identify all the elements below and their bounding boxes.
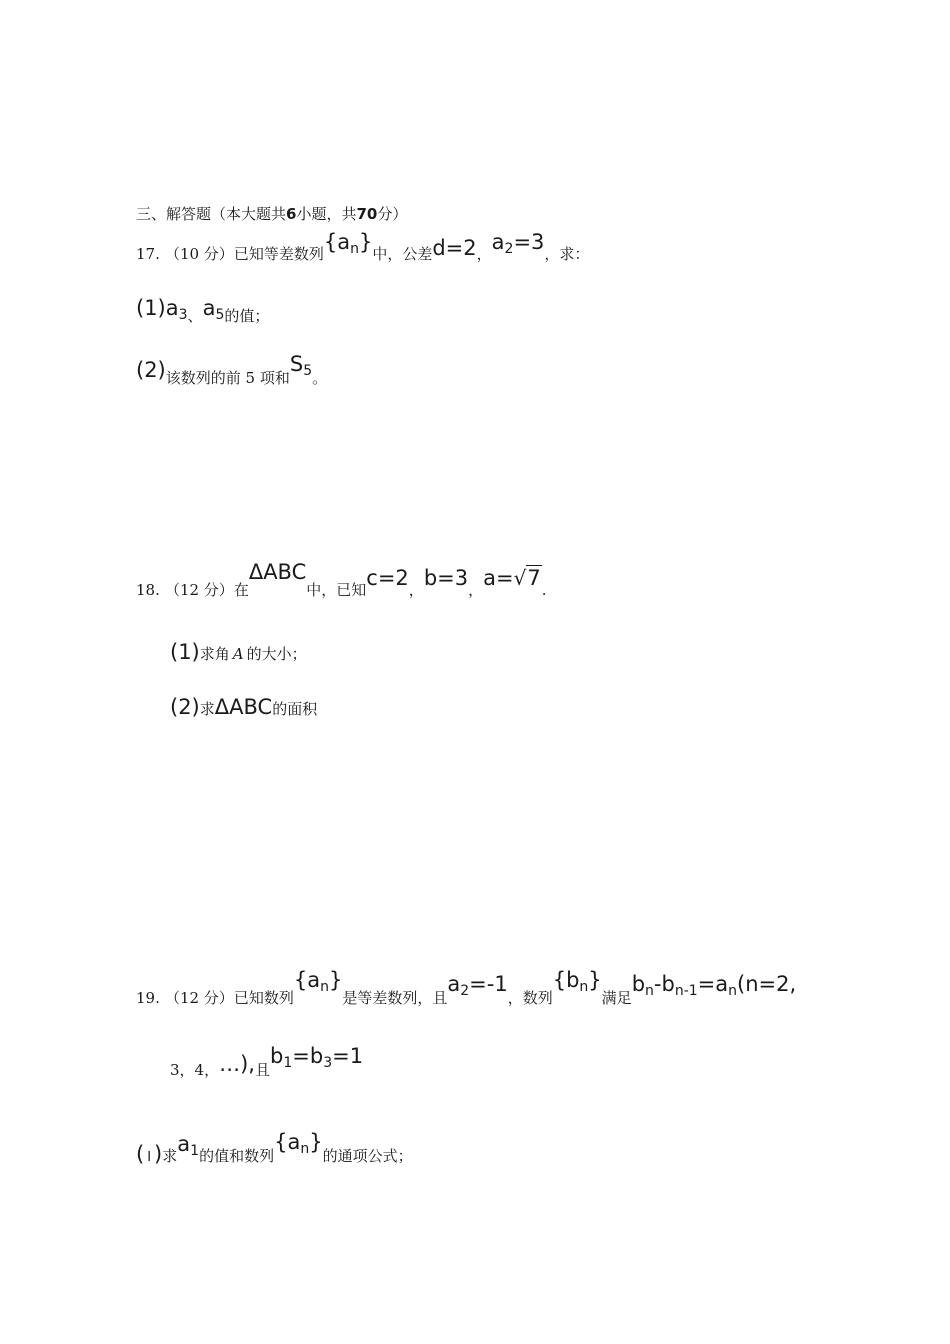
- triangle-abc: ΔABC: [248, 560, 307, 584]
- question-18-stem: 18. （12 分）在ΔABC中，已知c=2，b=3，a=√7.: [136, 560, 547, 599]
- sequence-an: {an}: [323, 230, 373, 257]
- section-title: 三、解答题（本大题共6小题，共70分）: [136, 205, 408, 223]
- question-17-part-1: (1)a3、a5的值；: [136, 296, 270, 325]
- side-b: b=3: [423, 566, 469, 590]
- sqrt-symbol: √7: [513, 566, 541, 590]
- question-score: （10 分）: [164, 245, 234, 263]
- side-a: a=√7: [483, 566, 541, 590]
- question-number: 18.: [136, 581, 160, 599]
- question-17-stem: 17. （10 分）已知等差数列{an}中，公差d=2，a2=3，求：: [136, 230, 590, 263]
- total-points: 70: [356, 205, 378, 223]
- part-label: (1): [136, 296, 166, 320]
- sequence-an: {an}: [293, 968, 343, 995]
- question-number: 17.: [136, 245, 160, 263]
- question-19-stem-line-2: 3，4，…),且b1=b3=1: [170, 1044, 364, 1079]
- common-difference: d=2: [432, 236, 477, 260]
- question-19-stem: 19. （12 分）已知数列{an}是等差数列，且a2=-1，数列{bn}满足bn-bn-1=an(n=2,: [136, 968, 797, 1007]
- recurrence-relation: bn-bn-1=an(n=2,: [631, 972, 797, 999]
- part-label: (2): [170, 695, 200, 719]
- part-label: ( I ): [136, 1142, 163, 1166]
- question-18-part-1: (1)求角 A 的大小；: [170, 640, 307, 664]
- part-label: (1): [170, 640, 200, 664]
- sequence-bn: {bn}: [552, 968, 602, 995]
- a2-condition: a2=-1: [447, 972, 508, 999]
- question-score: （12 分）: [164, 581, 234, 599]
- a2-condition: a2=3: [491, 230, 545, 257]
- question-count: 6: [286, 205, 297, 223]
- side-c: c=2: [366, 566, 409, 590]
- question-17-part-2: (2)该数列的前 5 项和S5。: [136, 352, 328, 387]
- question-18-part-2: (2)求ΔABC的面积: [170, 695, 318, 719]
- part-label: (2): [136, 358, 166, 382]
- sequence-an: {an}: [274, 1130, 323, 1157]
- question-19-part-1: ( I )求a1的值和数列{an}的通项公式；: [136, 1130, 413, 1166]
- initial-condition: b1=b3=1: [269, 1044, 364, 1071]
- question-score: （12 分）: [164, 989, 234, 1007]
- question-number: 19.: [136, 989, 160, 1007]
